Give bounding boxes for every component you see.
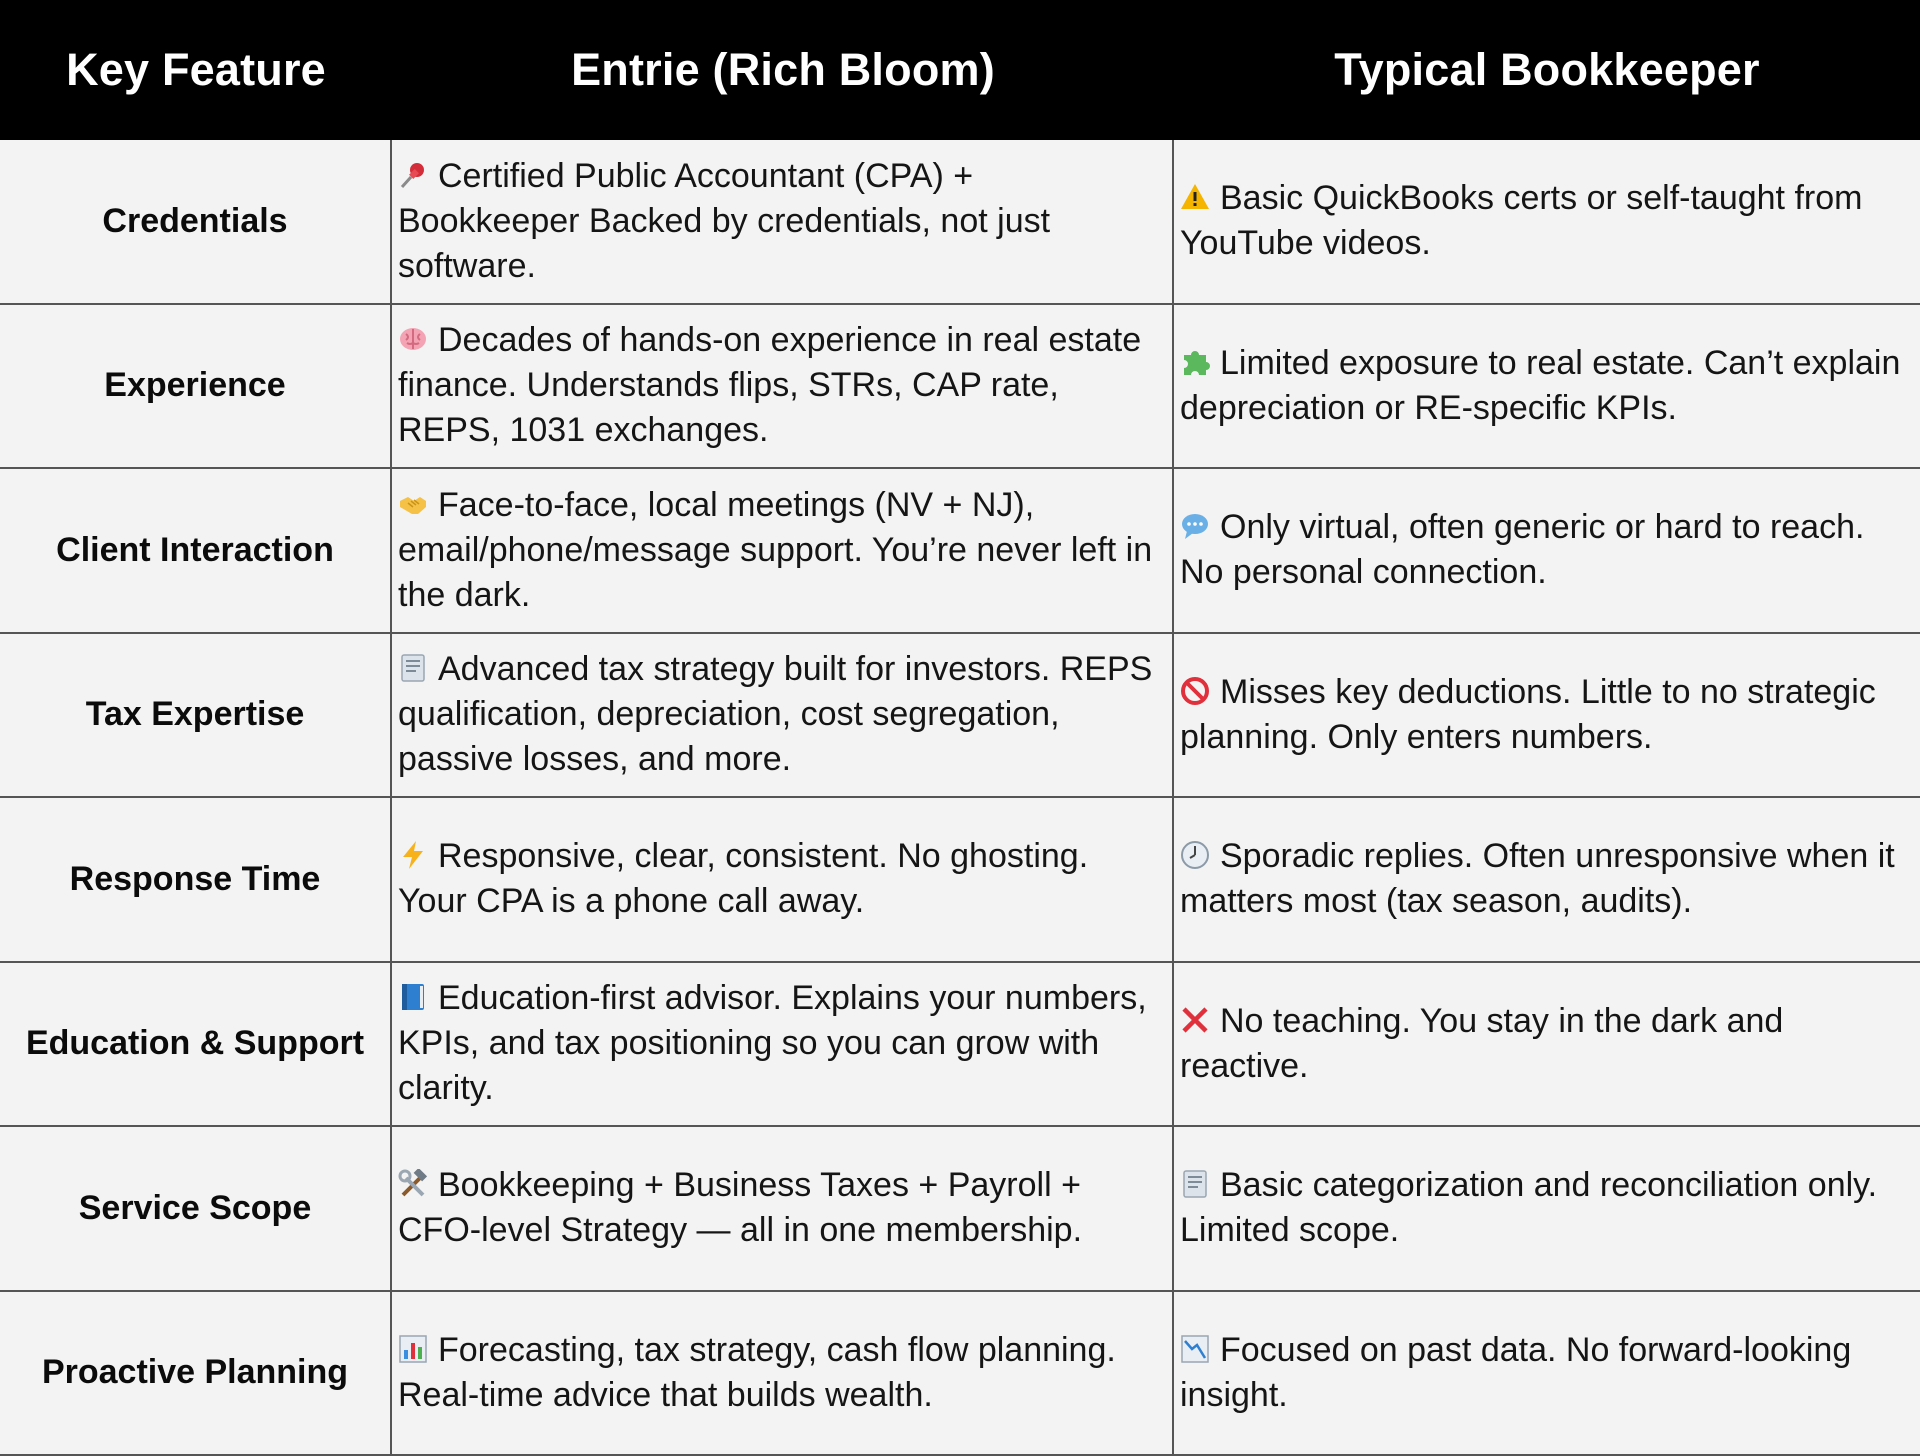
entrie-cell — [392, 305, 1174, 470]
feature-label: Service Scope — [0, 1127, 392, 1292]
entrie-cell — [392, 1127, 1174, 1292]
speech-bubble-icon — [1180, 511, 1210, 541]
feature-label: Response Time — [0, 798, 392, 963]
typical-cell — [1174, 634, 1920, 799]
receipt-icon — [1180, 1169, 1210, 1199]
feature-label: Proactive Planning — [0, 1292, 392, 1456]
cross-mark-icon — [1180, 1005, 1210, 1035]
tools-icon — [398, 1169, 428, 1199]
clock-icon — [1180, 840, 1210, 870]
warning-icon — [1180, 182, 1210, 212]
entrie-text: Certified Public Accountant (CPA) + Bookkeeper Backed by credentials, not just software. — [398, 156, 1051, 285]
pushpin-icon — [398, 160, 428, 190]
typical-text: Only virtual, often generic or hard to reach. No personal connection. — [1180, 508, 1865, 592]
entrie-text: Responsive, clear, consistent. No ghosting. Your CPA is a phone call away. — [398, 837, 1089, 921]
typical-cell — [1174, 305, 1920, 470]
typical-cell — [1174, 1127, 1920, 1292]
feature-label: Tax Expertise — [0, 634, 392, 799]
header-key-feature: Key Feature — [0, 0, 392, 140]
typical-cell — [1174, 798, 1920, 963]
typical-cell — [1174, 1292, 1920, 1456]
typical-text: Focused on past data. No forward-looking insight. — [1180, 1330, 1852, 1414]
entrie-text: Bookkeeping + Business Taxes + Payroll + CFO-level Strategy — all in one membership. — [398, 1166, 1083, 1250]
receipt-icon — [398, 653, 428, 683]
typical-text: Limited exposure to real estate. Can’t explain depreciation or RE-specific KPIs. — [1180, 343, 1901, 427]
entrie-cell — [392, 469, 1174, 634]
chart-decreasing-icon — [1180, 1334, 1210, 1364]
entrie-text: Face-to-face, local meetings (NV + NJ), email/phone/message support. You’re never left in the dark. — [398, 485, 1153, 614]
book-icon — [398, 982, 428, 1012]
entrie-text: Decades of hands-on experience in real estate finance. Understands flips, STRs, CAP rate, REPS, 1031 exchanges. — [398, 321, 1142, 450]
entrie-cell — [392, 963, 1174, 1128]
prohibited-icon — [1180, 676, 1210, 706]
entrie-text: Forecasting, tax strategy, cash flow planning. Real-time advice that builds wealth. — [398, 1330, 1116, 1414]
feature-label: Credentials — [0, 140, 392, 305]
header-entrie: Entrie (Rich Bloom) — [392, 0, 1174, 140]
feature-label: Client Interaction — [0, 469, 392, 634]
typical-text: Sporadic replies. Often unresponsive when it matters most (tax season, audits). — [1180, 837, 1895, 921]
header-typical-bookkeeper: Typical Bookkeeper — [1174, 0, 1920, 140]
entrie-cell — [392, 140, 1174, 305]
handshake-icon — [398, 489, 428, 519]
lightning-icon — [398, 840, 428, 870]
entrie-cell — [392, 798, 1174, 963]
entrie-cell — [392, 634, 1174, 799]
bar-chart-icon — [398, 1334, 428, 1364]
typical-cell — [1174, 140, 1920, 305]
puzzle-icon — [1180, 347, 1210, 377]
entrie-text: Education-first advisor. Explains your numbers, KPIs, and tax positioning so you can grow with clarity. — [398, 979, 1147, 1108]
entrie-cell — [392, 1292, 1174, 1456]
typical-text: No teaching. You stay in the dark and reactive. — [1180, 1001, 1784, 1085]
entrie-text: Advanced tax strategy built for investors. REPS qualification, depreciation, cost segregation, passive losses, and more. — [398, 650, 1153, 779]
brain-icon — [398, 324, 428, 354]
typical-text: Basic QuickBooks certs or self-taught from YouTube videos. — [1180, 179, 1863, 263]
feature-label: Experience — [0, 305, 392, 470]
typical-text: Misses key deductions. Little to no strategic planning. Only enters numbers. — [1180, 672, 1876, 756]
typical-text: Basic categorization and reconciliation only. Limited scope. — [1180, 1166, 1878, 1250]
typical-cell — [1174, 469, 1920, 634]
feature-label: Education & Support — [0, 963, 392, 1128]
typical-cell — [1174, 963, 1920, 1128]
